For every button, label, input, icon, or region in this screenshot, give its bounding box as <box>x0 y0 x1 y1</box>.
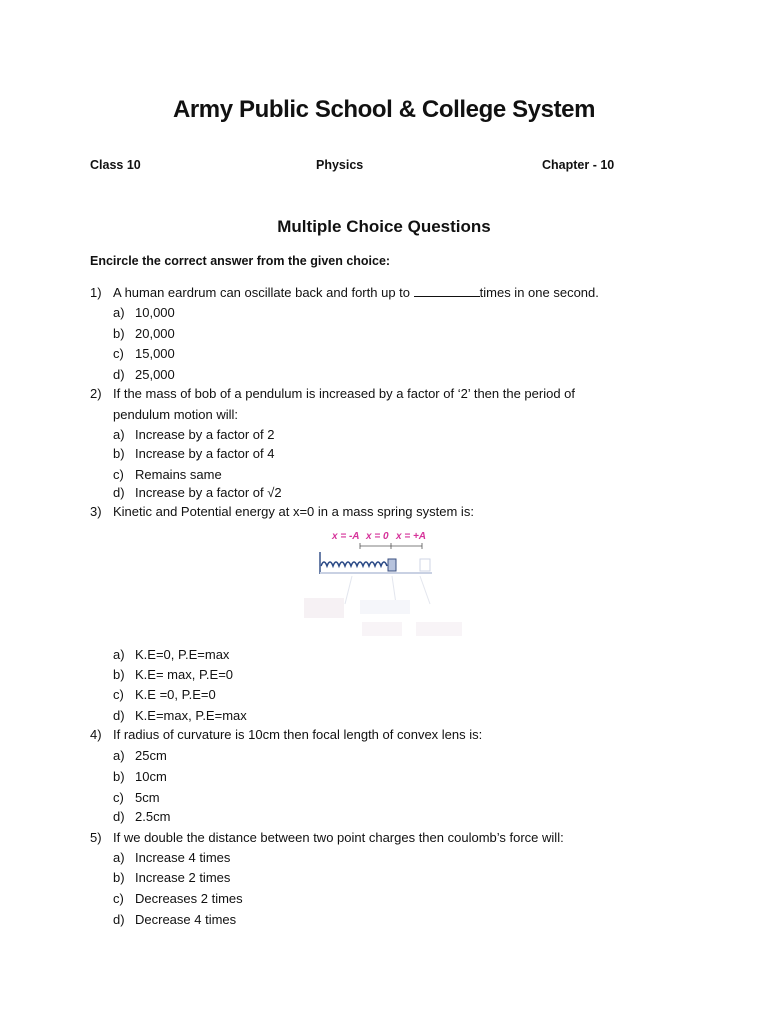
question-text: If the mass of bob of a pendulum is increased by a factor of ‘2’ then the period of <box>113 386 576 401</box>
label-x-zero: x = 0 <box>366 531 389 542</box>
question-2-continued: pendulum motion will: <box>113 407 239 422</box>
option-4a: a) 25cm <box>113 748 167 763</box>
option-2b: b) Increase by a factor of 4 <box>113 446 275 461</box>
option-3c: c) K.E =0, P.E=0 <box>113 687 216 702</box>
option-1c: c) 15,000 <box>113 346 175 361</box>
school-title: Army Public School & College System <box>172 96 596 123</box>
option-4c: c) 5cm <box>113 790 160 805</box>
answer-blank <box>414 285 480 297</box>
question-3 <box>90 504 474 520</box>
question-text: If we double the distance between two point charges then coulomb’s force will: <box>113 830 564 845</box>
question-number: 4) <box>90 727 102 742</box>
option-5b: b) Increase 2 times <box>113 870 231 885</box>
option-3a: a) K.E=0, P.E=max <box>113 647 230 662</box>
option-3b: b) K.E= max, P.E=0 <box>113 667 234 682</box>
instruction-text: Encircle the correct answer from the given choice: <box>90 254 391 268</box>
question-2 <box>90 386 575 402</box>
option-2d: d) Increase by a factor of √2 <box>113 485 282 500</box>
question-number: 2) <box>90 386 102 401</box>
label-x-positive-a: x = +A <box>396 531 427 542</box>
option-1b: b) 20,000 <box>113 326 175 341</box>
label-x-negative-a: x = -A <box>332 531 360 542</box>
question-number: 5) <box>90 830 102 845</box>
mass-spring-figure <box>300 526 470 642</box>
option-5c: c) Decreases 2 times <box>113 891 243 906</box>
option-1d: d) 25,000 <box>113 367 175 382</box>
question-5 <box>90 830 564 846</box>
question-number: 3) <box>90 504 102 519</box>
option-2a: a) Increase by a factor of 2 <box>113 427 275 442</box>
subject-label: Physics <box>316 158 364 172</box>
option-3d: d) K.E=max, P.E=max <box>113 708 247 723</box>
class-label: Class 10 <box>90 158 141 172</box>
option-1a: a) 10,000 <box>113 305 175 320</box>
option-2c: c) Remains same <box>113 467 222 482</box>
chapter-label: Chapter - 10 <box>542 158 615 172</box>
question-4 <box>90 727 482 743</box>
question-1 <box>90 285 599 301</box>
question-text: A human eardrum can oscillate back and forth up to <box>113 285 411 300</box>
spring-diagram <box>300 526 470 642</box>
section-title: Multiple Choice Questions <box>277 217 491 236</box>
question-text-end: times in one second. <box>479 285 599 300</box>
spring <box>321 562 387 566</box>
question-number: 1) <box>90 285 102 300</box>
question-text: If radius of curvature is 10cm then focal length of convex lens is: <box>113 727 483 742</box>
mass-block <box>388 559 396 571</box>
question-text: Kinetic and Potential energy at x=0 in a mass spring system is: <box>113 504 474 519</box>
option-5a: a) Increase 4 times <box>113 850 231 865</box>
option-4b: b) 10cm <box>113 769 167 784</box>
option-5d: d) Decrease 4 times <box>113 912 237 927</box>
option-4d: d) 2.5cm <box>113 809 171 824</box>
